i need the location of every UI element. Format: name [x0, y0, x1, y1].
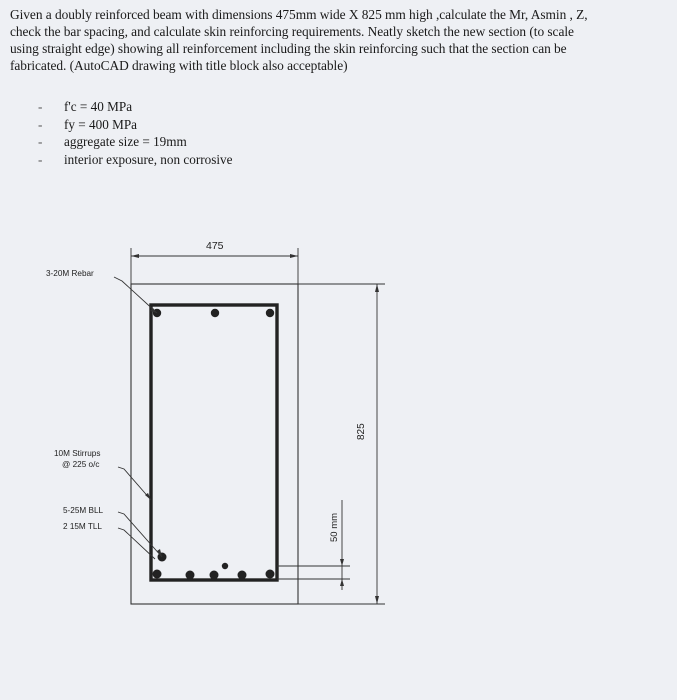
stirrup-label-line2: @ 225 o/c	[62, 460, 100, 469]
bottom-rebar-label-line1: 5-25M BLL	[63, 506, 104, 515]
bottom-rebar-7	[222, 563, 228, 569]
stirrup	[151, 305, 277, 580]
problem-line-1: Given a doubly reinforced beam with dimensions 475mm wide X 825 mm high ,calculate the Mr, Asmin , Z,	[10, 7, 588, 22]
top-rebar-label: 3-20M Rebar	[46, 269, 94, 278]
width-dimension	[131, 248, 298, 292]
bottom-rebar-4	[210, 571, 219, 580]
bottom-rebar-2	[153, 570, 162, 579]
param-concrete-strength: - f'c = 40 MPa	[38, 98, 232, 116]
leader-bll	[118, 512, 162, 557]
problem-line-3: using straight edge) showing all reinforcement including the skin reinforcing such that the section can be	[10, 41, 567, 56]
width-dimension-label: 475	[206, 240, 224, 252]
height-dimension-label: 825	[356, 423, 367, 440]
concrete-section-outline	[131, 284, 298, 604]
bottom-rebar-6	[266, 570, 275, 579]
top-rebar-group	[153, 309, 274, 317]
bottom-rebar-3	[186, 571, 195, 580]
problem-line-2: check the bar spacing, and calculate skin reinforcing requirements. Neatly sketch the new section (to scale	[10, 24, 574, 39]
cover-dimension-label: 50 mm	[329, 512, 340, 542]
problem-line-4: fabricated. (AutoCAD drawing with title block also acceptable)	[10, 58, 348, 73]
bottom-rebar-5	[238, 571, 247, 580]
param-exposure: - interior exposure, non corrosive	[38, 151, 232, 169]
top-rebar-right	[266, 309, 274, 317]
param-steel-yield: - fy = 400 MPa	[38, 116, 232, 134]
leader-lines	[114, 277, 162, 559]
bottom-rebar-label-line2: 2 15M TLL	[63, 522, 102, 531]
leader-top-rebar	[114, 277, 157, 313]
height-dimension	[298, 284, 385, 604]
top-rebar-middle	[211, 309, 219, 317]
bottom-rebar-group	[153, 553, 275, 580]
stirrup-label-line1: 10M Stirrups	[54, 449, 101, 458]
param-aggregate-size: - aggregate size = 19mm	[38, 133, 232, 151]
